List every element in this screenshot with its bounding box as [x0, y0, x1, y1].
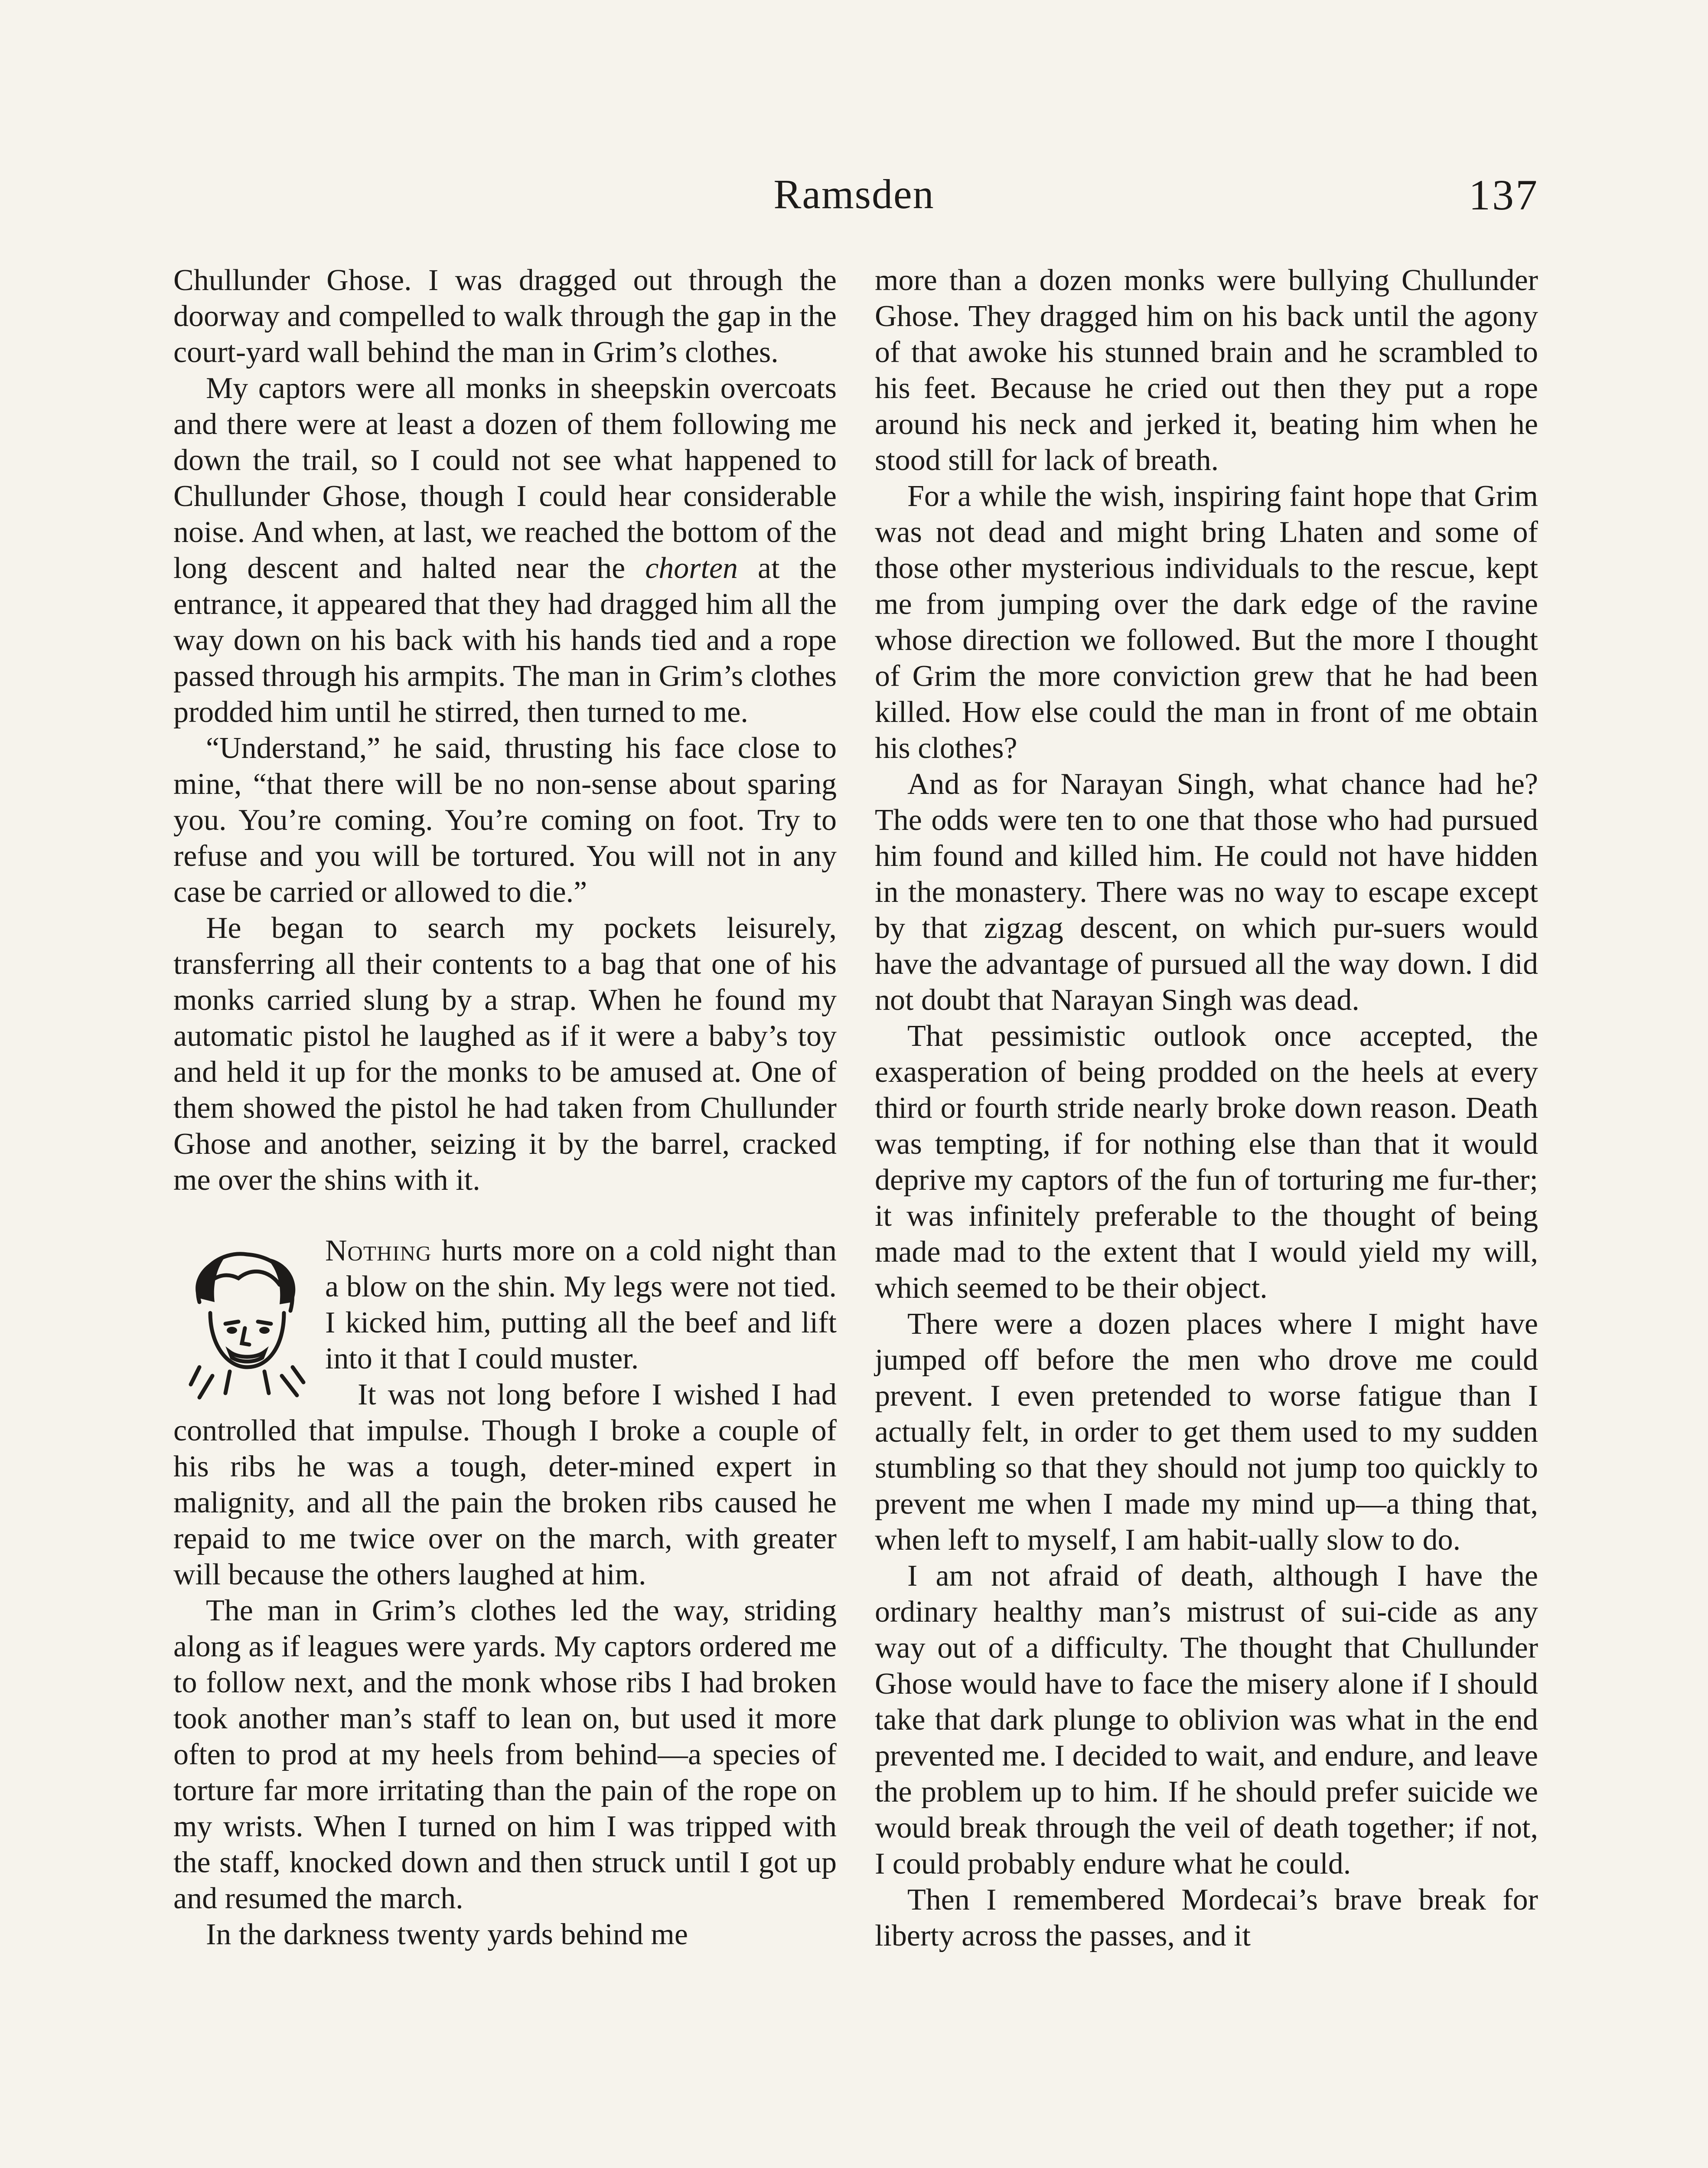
paragraph	[173, 370, 837, 730]
paragraph: For a while the wish, inspiring faint hope that Grim was not dead and might bring Lhaten and some of those other mysterious individuals to the rescue, kept me from jumping over the dark edge of the ravine whose direction we followed. But the more I thought of Grim the more conviction grew that he had been killed. How else could the man in front of me obtain his clothes?	[875, 480, 1538, 765]
italic-word: chorten	[645, 552, 738, 585]
section-opening-caps: Nothing	[325, 1234, 432, 1267]
right-text-column	[875, 262, 1538, 1954]
running-head-title: Ramsden	[773, 171, 935, 217]
paragraph: That pessimistic outlook once accepted, the exasperation of being prodded on the heels at every third or fourth stride nearly broke down reason. Death was tempting, if for nothing else than that it would deprive my captors of the fun of torturing me fur-ther; it was infinitely preferable to the thought of being made mad to the extent that I would yield my will, which seemed to be their object.	[875, 1019, 1538, 1305]
paragraph-text: at the entrance, it appeared that they had dragged him all the way down on his back with his hands tied and a rope passed through his armpits. The man in Grim’s clothes prodded him until he stirred, then turned to me.	[173, 552, 837, 729]
decorative-face-vignette-icon	[173, 1237, 316, 1411]
paragraph: There were a dozen places where I might have jumped off before the men who drove me could prevent. I even pretended to worse fatigue than I actually felt, in order to get them used to my sudden stumbling so that they should not jump too quickly to prevent me when I made my mind up—a thing that, when left to myself, I am habit-ually slow to do.	[875, 1307, 1538, 1557]
section-opening-paragraph	[173, 1233, 837, 1377]
paragraph: Then I remembered Mordecai’s brave break for liberty across the passes, and it	[875, 1883, 1538, 1953]
paragraph: It was not long before I wished I had controlled that impulse. Though I broke a couple of his ribs he was a tough, deter-mined expert in malignity, and all the pain the broken ribs caused he repaid to me twice over on the march, with greater will because the others laughed at him.	[173, 1378, 837, 1591]
paragraph-text: My captors were all monks in sheepskin overcoats and there were at least a dozen of them following me down the trail, so I could not see what happened to Chullunder Ghose, though I could hear considerable noise. And when, at last, we reached the bottom of the long descent and halted near the	[173, 372, 837, 585]
paragraph: I am not afraid of death, although I have the ordinary healthy man’s mistrust of sui-cide as any way out of a difficulty. The thought that Chullunder Ghose would have to face the misery alone if I should take that dark plunge to oblivion was what in the end prevented me. I decided to wait, and endure, and leave the problem up to him. If he should prefer suicide we would break through the veil of death together; if not, I could probably endure what he could.	[875, 1559, 1538, 1881]
paragraph: Chullunder Ghose. I was dragged out through the doorway and compelled to walk through the gap in the court-yard wall behind the man in Grim’s clothes.	[173, 264, 837, 369]
paragraph: “Understand,” he said, thrusting his face close to mine, “that there will be no non-sense about sparing you. You’re coming. You’re coming on foot. Try to refuse and you will be tortured. You will not in any case be carried or allowed to die.”	[173, 731, 837, 909]
left-text-column	[173, 262, 837, 1953]
paragraph: more than a dozen monks were bullying Chullunder Ghose. They dragged him on his back until the agony of that awoke his stunned brain and he scrambled to his feet. Because he cried out then they put a rope around his neck and jerked it, beating him when he stood still for lack of breath.	[875, 264, 1538, 477]
paragraph: And as for Narayan Singh, what chance had he? The odds were ten to one that those who had pursued him found and killed him. He could not have hidden in the monastery. There was no way to escape except by that zigzag descent, on which pur-suers would have the advantage of pursued all the way down. I did not doubt that Narayan Singh was dead.	[875, 767, 1538, 1017]
paragraph-text: hurts more on a cold night than a blow on the shin. My legs were not tied. I kicked him, putting all the beef and lift into it that I could muster.	[325, 1234, 837, 1375]
paragraph: In the darkness twenty yards behind me	[206, 1918, 688, 1951]
paragraph: The man in Grim’s clothes led the way, striding along as if leagues were yards. My captors ordered me to follow next, and the monk whose ribs I had broken took another man’s staff to lean on, but used it more often to prod at my heels from behind—a species of torture far more irritating than the pain of the rope on my wrists. When I turned on him I was tripped with the staff, knocked down and then struck until I got up and resumed the march.	[173, 1594, 837, 1915]
page-number: 137	[1469, 171, 1539, 219]
paragraph: He began to search my pockets leisurely, transferring all their contents to a bag that one of his monks carried slung by a strap. When he found my automatic pistol he laughed as if it were a baby’s toy and held it up for the monks to be amused at. One of them showed the pistol he had taken from Chullunder Ghose and another, seizing it by the barrel, cracked me over the shins with it.	[173, 911, 837, 1197]
